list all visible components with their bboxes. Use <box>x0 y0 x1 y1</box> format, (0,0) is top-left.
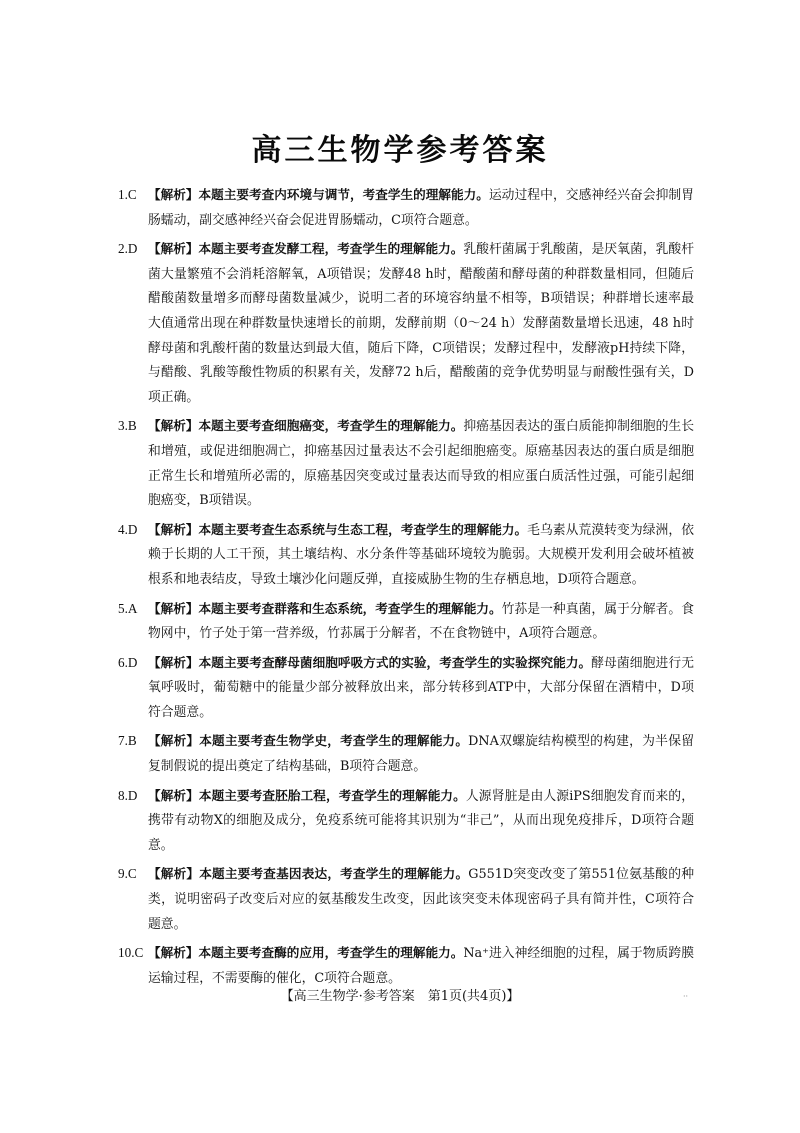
page-title: 高三生物学参考答案 <box>251 133 549 168</box>
footer-mark: ·· <box>683 992 689 1001</box>
analysis-body: 竹荪是一种真菌，属于分解者。食物网中，竹子处于第一营养级，竹荪属于分解者，不在食物链中，A项符合题意。 <box>148 601 695 642</box>
analysis-summary: 【解析】本题主要考查生态系统与生态工程，考查学生的理解能力。 <box>148 521 528 537</box>
page-footer: 【高三生物学·参考答案 第1页(共4页)】 <box>280 989 520 1004</box>
answer-item-3 <box>118 414 694 513</box>
answer-item-5 <box>118 597 694 647</box>
item-number: 1.C <box>118 187 137 202</box>
answer-item-2 <box>118 237 694 410</box>
analysis-body: 人源肾脏是由人源iPS细胞发育而来的，携带有动物X的细胞及成分，免疫系统可能将其识别为“非己”，从而出现免疫排斥，D项符合题意。 <box>148 788 694 853</box>
analysis-summary: 【解析】本题主要考查内环境与调节，考查学生的理解能力。 <box>148 187 489 202</box>
analysis-summary: 【解析】本题主要考查酶的应用，考查学生的理解能力。 <box>148 945 464 961</box>
item-number: 3.B <box>118 418 137 434</box>
item-number: 7.B <box>118 733 137 749</box>
analysis-body: 运动过程中，交感神经兴奋会抑制胃肠蠕动，副交感神经兴奋会促进胃肠蠕动，C项符合题意。 <box>148 188 695 228</box>
analysis-body: Na⁺进入神经细胞的过程，属于物质跨膜运输过程，不需要酶的催化，C项符合题意。 <box>148 946 694 986</box>
analysis-summary: 【解析】本题主要考查酵母菌细胞呼吸方式的实验，考查学生的实验探究能力。 <box>148 654 592 670</box>
answer-item-10 <box>118 941 694 991</box>
analysis-summary: 【解析】本题主要考查胚胎工程，考查学生的理解能力。 <box>148 787 466 803</box>
answer-item-7 <box>118 729 694 779</box>
analysis-body: 抑癌基因表达的蛋白质能抑制细胞的生长和增殖，或促进细胞凋亡，抑癌基因过量表达不会引起细胞癌变。原癌基因表达的蛋白质是细胞正常生长和增殖所必需的，原癌基因突变或过量表达而导致的相应蛋白质活性过强，可能引起细胞癌变，B项错误。 <box>148 419 695 509</box>
analysis-body: 乳酸杆菌属于乳酸菌，是厌氧菌，乳酸杆菌大量繁殖不会消耗溶解氧，A项错误；发酵48 h时，醋酸菌和酵母菌的种群数量相同，但随后醋酸菌数量增多而酵母菌数量减少，说明二者的环境容纳量不相等，B项错误；种群增长速率最大值通常出现在种群数量快速增长的前期，发酵前期（0～24 h）发酵菌数量增长迅速，48 h时酵母菌和乳酸杆菌的数量达到最大值，随后下降，C项错误；发酵过程中，发酵液pH持续下降，与醋酸、乳酸等酸性物质的积累有关，发酵72 h后，醋酸菌的竞争优势明显与耐酸性强有关，D项正确。 <box>148 242 695 405</box>
analysis-body: 酵母菌细胞进行无氧呼吸时，葡萄糖中的能量少部分被释放出来，部分转移到ATP中，大部分保留在酒精中，D项符合题意。 <box>148 655 695 720</box>
answer-item-8 <box>118 784 694 859</box>
answer-item-6 <box>118 651 694 726</box>
answer-item-9 <box>118 862 694 937</box>
item-number: 5.A <box>118 600 138 616</box>
item-number: 8.D <box>118 787 138 803</box>
answer-item-1 <box>118 183 694 233</box>
analysis-summary: 【解析】本题主要考查发酵工程，考查学生的理解能力。 <box>148 241 464 257</box>
analysis-summary: 【解析】本题主要考查细胞癌变，考查学生的理解能力。 <box>148 418 464 434</box>
analysis-summary: 【解析】本题主要考查基因表达，考查学生的理解能力。 <box>148 866 469 882</box>
item-number: 4.D <box>118 521 138 537</box>
answer-list <box>118 183 694 995</box>
analysis-body: G551D突变改变了第551位氨基酸的种类，说明密码子改变后对应的氨基酸发生改变，因此该突变未体现密码子具有简并性，C项符合题意。 <box>148 867 694 932</box>
item-number: 6.D <box>118 654 138 670</box>
analysis-body: DNA双螺旋结构模型的构建，为半保留复制假说的提出奠定了结构基础，B项符合题意。 <box>148 734 694 775</box>
item-number: 10.C <box>118 945 144 961</box>
item-number: 9.C <box>118 866 137 882</box>
analysis-summary: 【解析】本题主要考查群落和生态系统，考查学生的理解能力。 <box>148 600 502 616</box>
item-number: 2.D <box>118 241 138 257</box>
analysis-body: 毛乌素从荒漠转变为绿洲，依赖于长期的人工干预，其土壤结构、水分条件等基础环境较为脆弱。大规模开发利用会破坏植被根系和地表结皮，导致土壤沙化问题反弹，直接威胁生物的生存栖息地，D项符合题意。 <box>148 522 695 587</box>
answer-item-4 <box>118 518 694 593</box>
analysis-summary: 【解析】本题主要考查生物学史，考查学生的理解能力。 <box>148 733 469 749</box>
